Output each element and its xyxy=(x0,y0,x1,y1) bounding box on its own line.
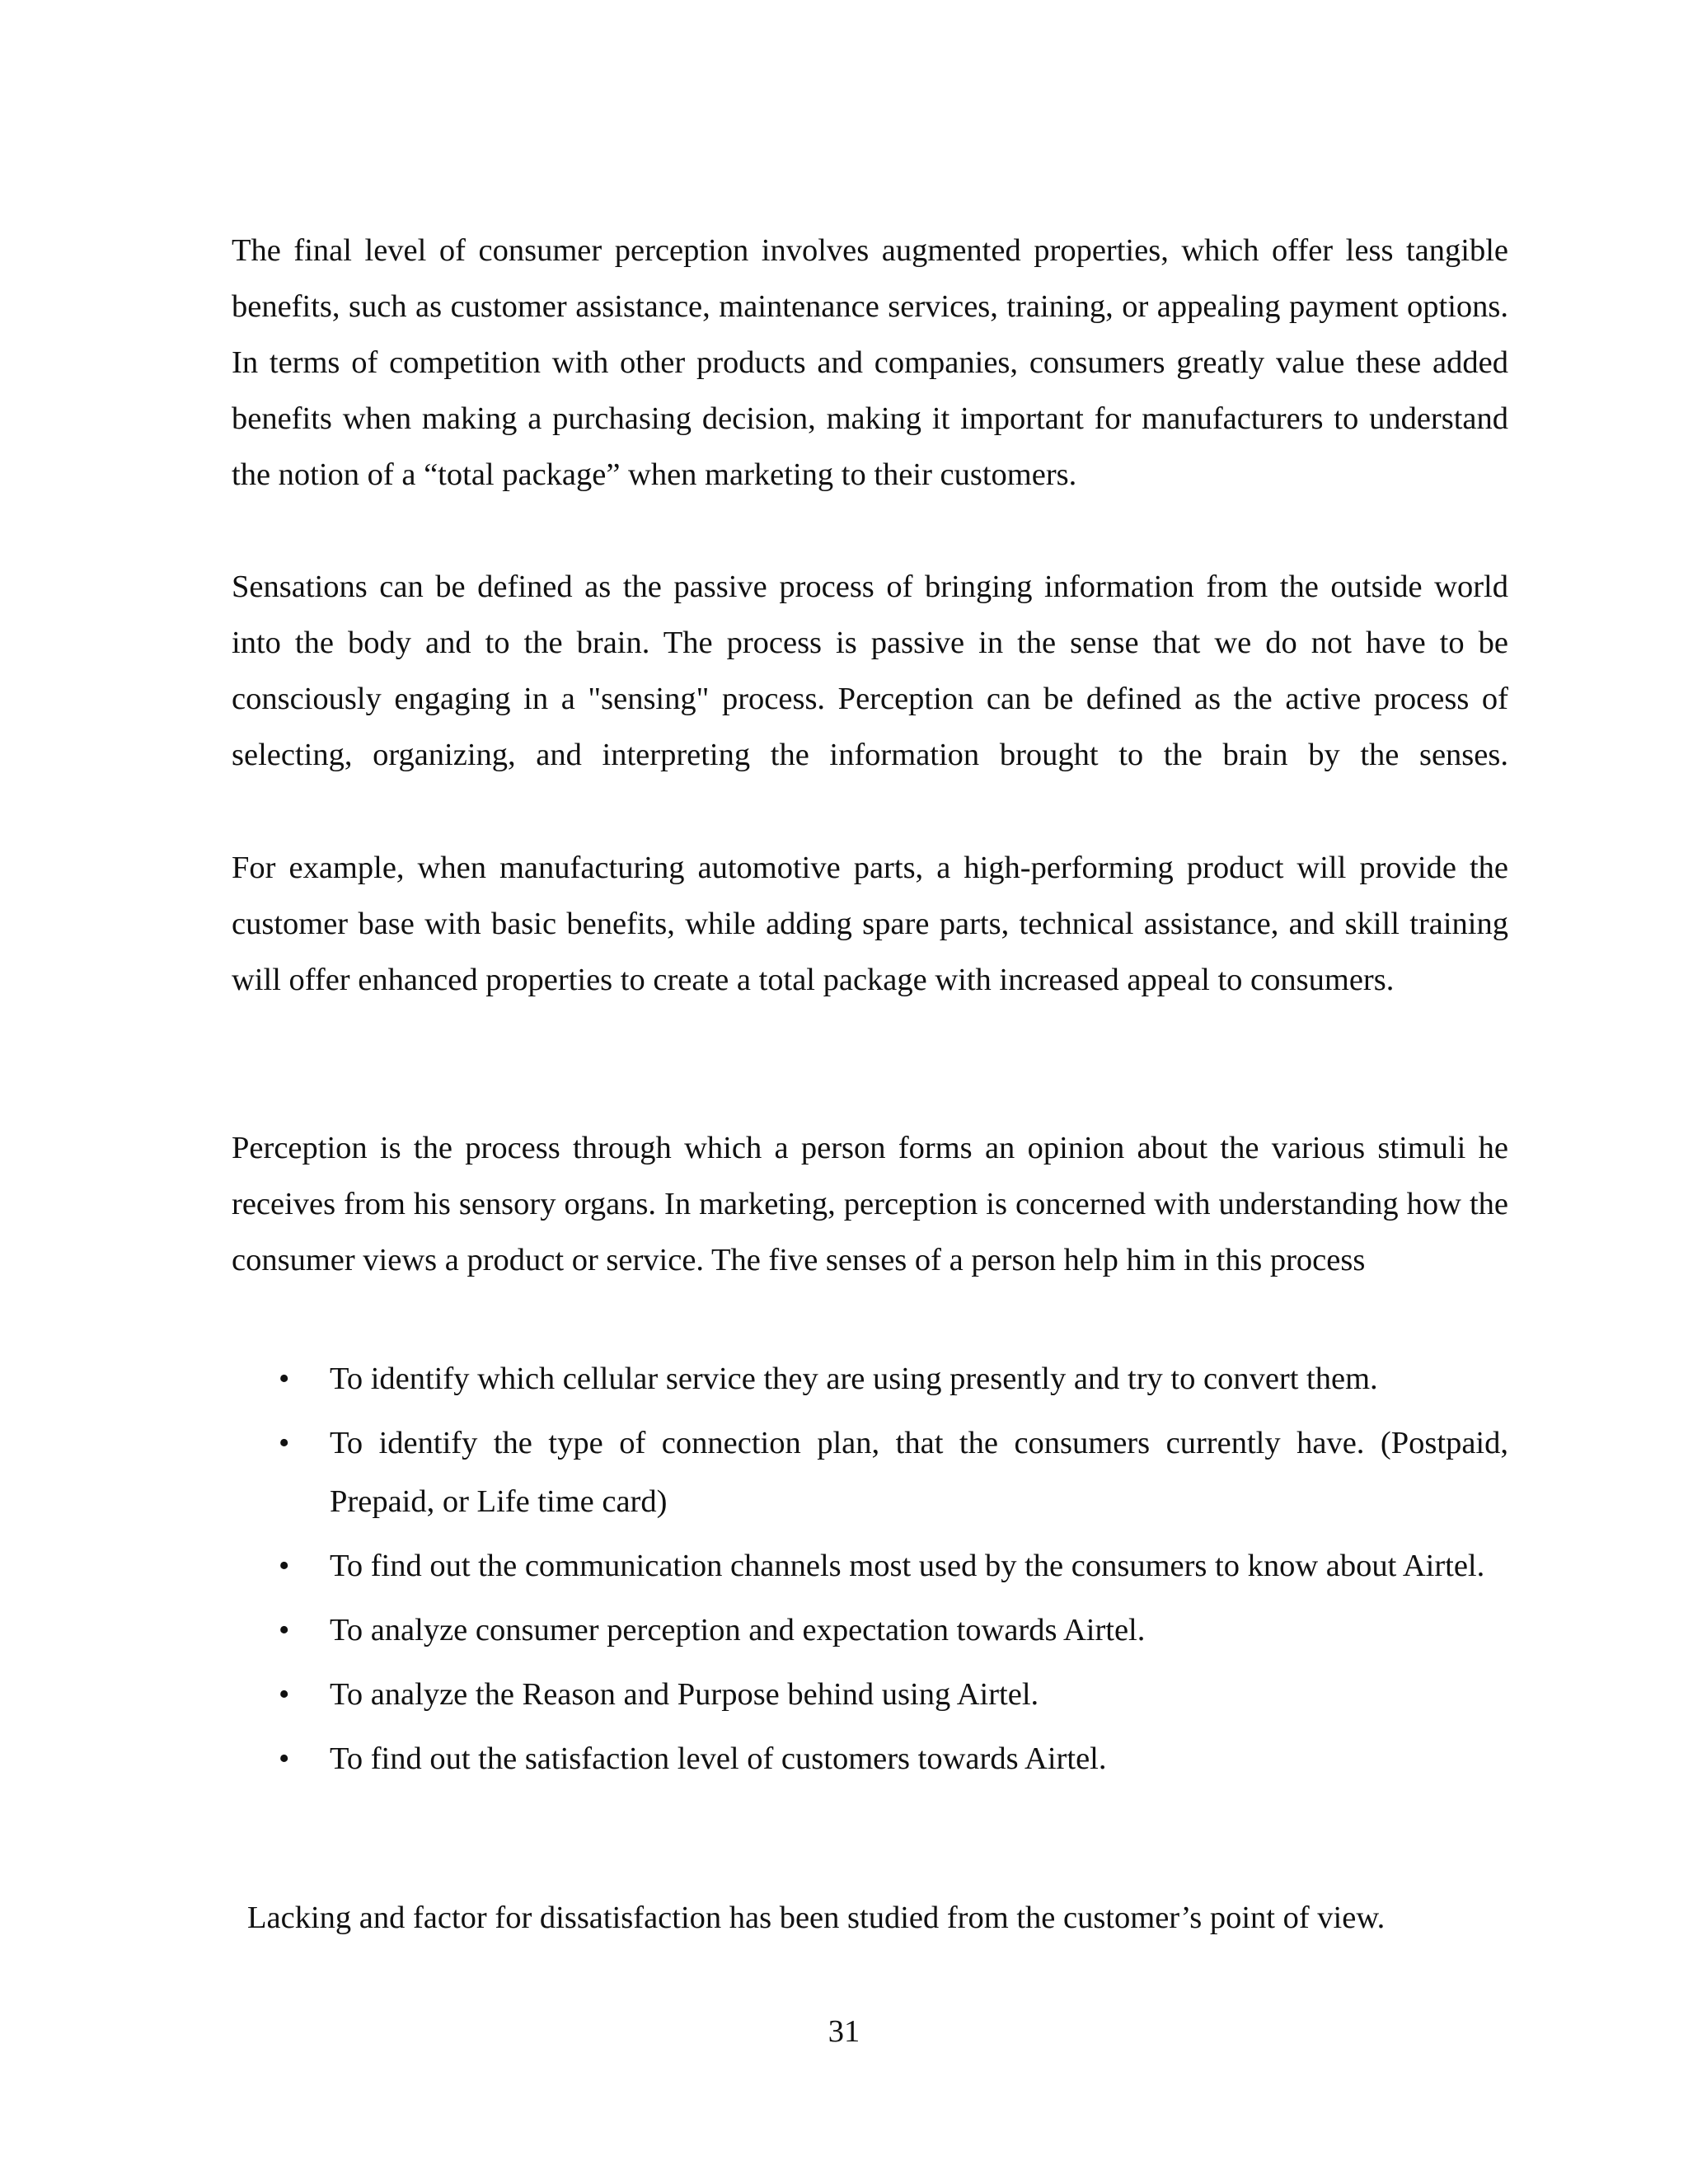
list-item xyxy=(232,1601,1508,1660)
paragraph-sensations: Sensations can be defined as the passive process of bringing information from the outside world into the body and to the brain. The process is passive in the sense that we do not have to be consciously engaging in a "sensing" process. Perception can be defined as the active process of selecting, organizing, and interpreting the information brought to the brain by the senses. xyxy=(232,569,1508,772)
list-item-text: To identify which cellular service they are using presently and try to convert them. xyxy=(330,1361,1378,1396)
bullet-icon: • xyxy=(279,1677,290,1712)
bullet-icon: • xyxy=(279,1741,290,1776)
list-item-text: To find out the satisfaction level of customers towards Airtel. xyxy=(330,1741,1107,1776)
bullet-icon: • xyxy=(279,1549,290,1583)
list-item xyxy=(232,1350,1508,1408)
list-item xyxy=(232,1666,1508,1724)
list-item-text: To find out the communication channels most used by the consumers to know about Airtel. xyxy=(330,1549,1485,1583)
bullet-icon: • xyxy=(279,1613,290,1647)
bullet-icon: • xyxy=(279,1426,290,1460)
paragraph-closing: Lacking and factor for dissatisfaction has been studied from the customer’s point of view. xyxy=(247,1900,1386,1935)
paragraph-perception: Perception is the process through which a person forms an opinion about the various stimuli he receives from his sensory organs. In marketing, perception is concerned with understanding how the consumer views a product or service. The five senses of a person help him in this process xyxy=(232,1131,1508,1277)
list-item-text: To analyze consumer perception and expectation towards Airtel. xyxy=(330,1613,1146,1647)
list-item-text: To identify the type of connection plan, that the consumers currently have. (Postpaid, Prepaid, or Life time card) xyxy=(330,1426,1508,1519)
list-item xyxy=(232,1730,1508,1788)
objectives-list xyxy=(232,1350,1508,1794)
list-item xyxy=(232,1537,1508,1596)
list-item xyxy=(232,1414,1508,1531)
bullet-icon: • xyxy=(279,1361,290,1396)
paragraph-augmented-properties: The final level of consumer perception involves augmented properties, which offer less tangible benefits, such as customer assistance, maintenance services, training, or appealing payment options. In terms of competition with other products and companies, consumers greatly value these added benefits when making a purchasing decision, making it important for manufacturers to understand the notion of a “total package” when marketing to their customers. xyxy=(232,233,1508,492)
list-item-text: To analyze the Reason and Purpose behind using Airtel. xyxy=(330,1677,1039,1712)
paragraph-example: For example, when manufacturing automotive parts, a high-performing product will provide the customer base with basic benefits, while adding spare parts, technical assistance, and skill training will offer enhanced properties to create a total package with increased appeal to consumers. xyxy=(232,851,1508,997)
page-number: 31 xyxy=(828,2014,860,2049)
